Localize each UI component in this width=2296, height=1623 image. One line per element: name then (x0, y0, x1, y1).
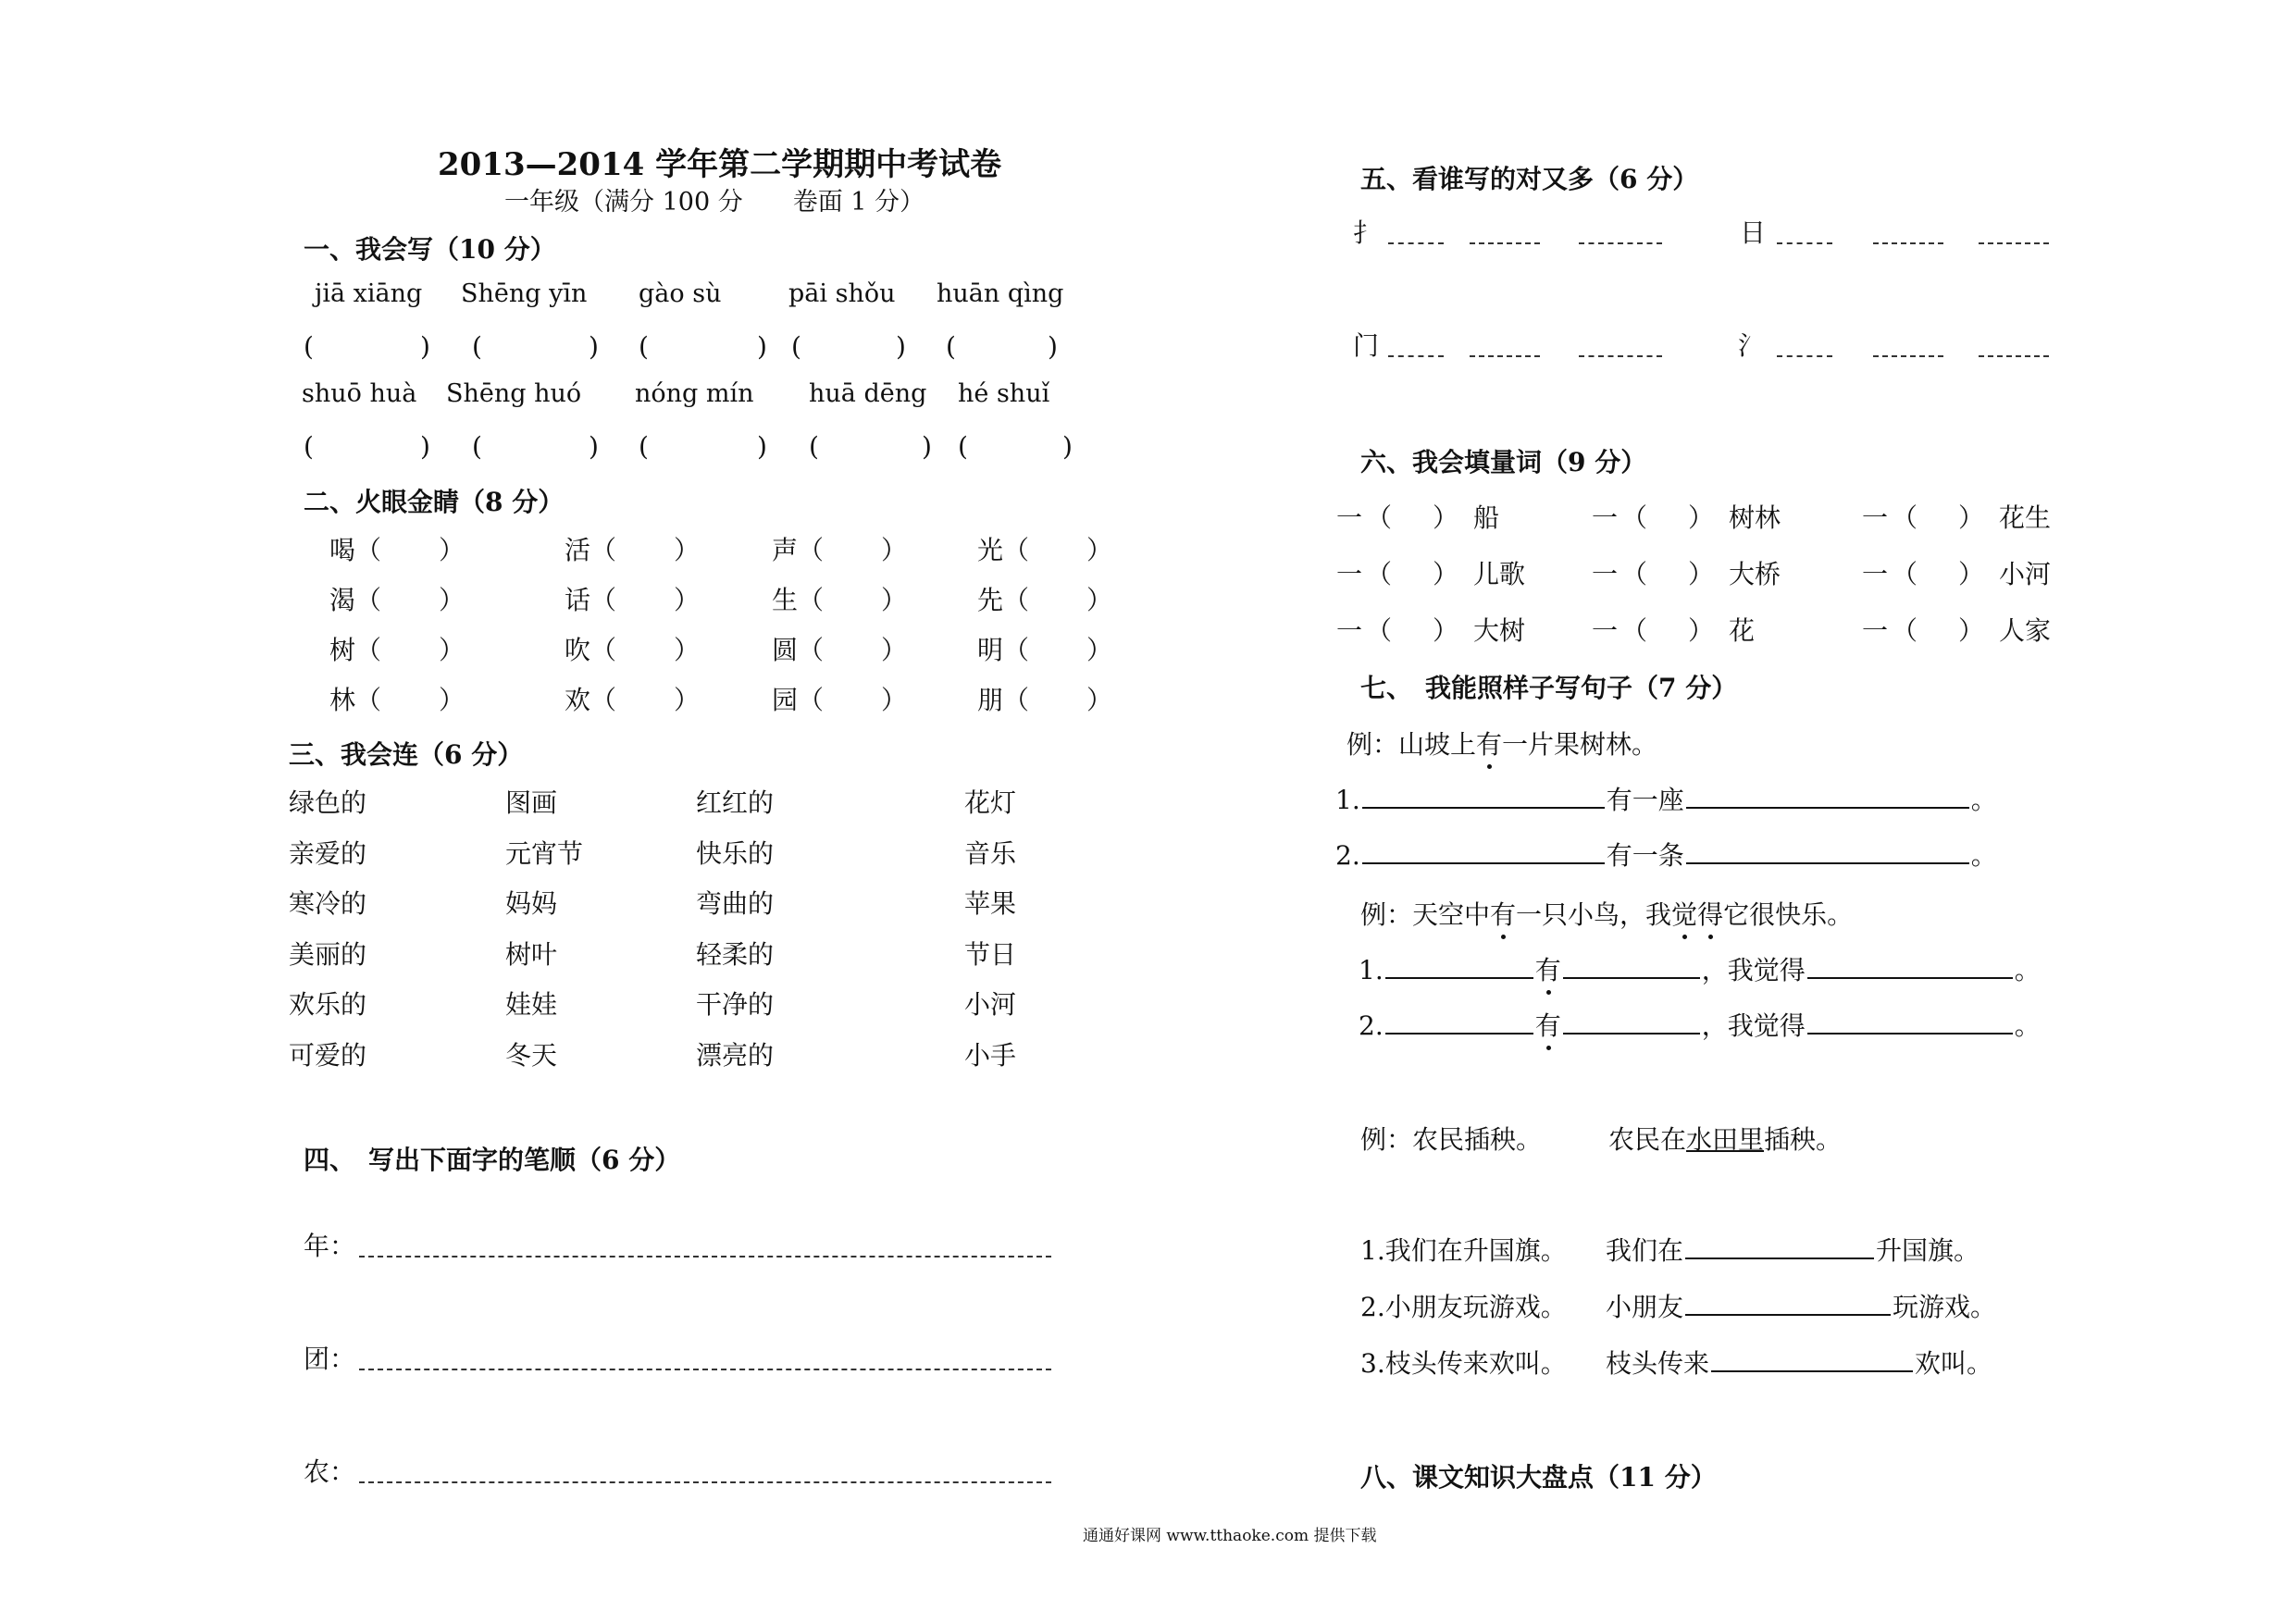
answer-blank (1711, 1346, 1913, 1372)
answer-line (1979, 331, 2049, 357)
radical-prompt: 日 (1740, 217, 1767, 248)
answer-paren-close: ) (1048, 331, 1058, 362)
sentence-middle: 有一座 (1606, 785, 1684, 815)
answer-blank (1563, 953, 1700, 979)
measure-prefix: 一 (1336, 615, 1363, 646)
char-prompt: 光 (977, 535, 1004, 565)
answer-paren-open: ( (304, 431, 314, 462)
answer-paren-close: ） (1688, 615, 1715, 646)
char-prompt: 声 (772, 535, 799, 565)
radical-prompt: 扌 (1353, 217, 1380, 248)
answer-paren-open: （ (1621, 502, 1648, 533)
pinyin-word: pāi shǒu (788, 279, 896, 308)
char-prompt: 生 (772, 585, 799, 615)
char-prompt: 话 (565, 585, 591, 615)
item-number: 1. (1359, 955, 1384, 985)
answer-paren-open: （ (798, 535, 825, 565)
page-subtitle: 一年级（满分 100 分 卷面 1 分） (504, 188, 925, 217)
char-prompt: 园 (772, 685, 799, 715)
answer-paren-close: ） (881, 585, 908, 615)
answer-paren-open: （ (1003, 685, 1030, 715)
answer-paren-close: ） (674, 685, 701, 715)
answer-paren-close: ） (674, 585, 701, 615)
answer-paren-open: ( (472, 331, 482, 362)
answer-paren-close: ） (881, 685, 908, 715)
stroke-order-line (359, 1457, 1051, 1483)
answer-paren-open: （ (1003, 635, 1030, 665)
sentence-middle-2: ，我觉得 (1701, 1010, 1806, 1041)
match-word: 苹果 (964, 888, 1017, 919)
answer-paren-close: ) (757, 331, 767, 362)
answer-paren-open: （ (355, 585, 382, 615)
item-number: 2. (1335, 840, 1360, 871)
section-6-heading: 六、我会填量词（9 分） (1360, 447, 1647, 477)
char-prompt: 先 (977, 585, 1004, 615)
sentence-end: 。 (1970, 785, 1997, 815)
answer-paren-open: （ (1621, 615, 1648, 646)
match-word: 花灯 (964, 787, 1017, 818)
section-5-heading: 五、看谁写的对又多（6 分） (1360, 164, 1699, 194)
sentence-question: 3.枝头传来欢叫。 (1360, 1348, 1567, 1379)
stroke-order-line (359, 1344, 1051, 1370)
answer-paren-close: ） (1086, 535, 1113, 565)
answer-line (1873, 331, 1943, 357)
section-8-heading: 八、课文知识大盘点（11 分） (1360, 1462, 1717, 1493)
sentence-rewrite (1606, 1231, 1980, 1268)
match-word: 亲爱的 (289, 837, 367, 869)
match-word: 轻柔的 (696, 938, 775, 970)
answer-line (1388, 331, 1444, 357)
answer-paren-close: ） (1433, 559, 1459, 589)
char-prompt: 吹 (565, 635, 591, 665)
char-prompt: 圆 (772, 635, 799, 665)
answer-paren-open: ( (809, 431, 819, 462)
match-word: 树叶 (505, 938, 558, 970)
example-2: 例：天空中有一只小鸟，我觉得它很快乐。 (1360, 899, 1854, 930)
stroke-order-char: 年： (304, 1231, 356, 1261)
sentence-middle-2: ，我觉得 (1701, 955, 1806, 985)
example-3 (1360, 1120, 1842, 1157)
match-word: 美丽的 (289, 938, 367, 970)
answer-paren-close: ） (1433, 615, 1459, 646)
answer-paren-close: ） (881, 635, 908, 665)
measure-noun: 人家 (1999, 615, 2052, 646)
pinyin-word: shuō huà (302, 379, 417, 408)
match-word: 快乐的 (696, 837, 775, 869)
answer-line (1470, 218, 1540, 244)
match-word: 可爱的 (289, 1039, 367, 1071)
sentence-middle: 有 (1534, 955, 1561, 985)
answer-paren-open: （ (590, 685, 617, 715)
answer-paren-close: ） (1688, 559, 1715, 589)
match-word: 寒冷的 (289, 888, 367, 919)
rewrite-post: 欢叫。 (1915, 1348, 1993, 1379)
measure-prefix: 一 (1336, 559, 1363, 589)
section-1-heading: 一、我会写（10 分） (304, 234, 556, 265)
measure-prefix: 一 (1862, 615, 1889, 646)
answer-blank (1685, 1290, 1891, 1316)
answer-paren-open: （ (798, 685, 825, 715)
measure-noun: 小河 (1999, 559, 2052, 589)
answer-blank (1362, 783, 1605, 809)
answer-paren-close: ) (420, 431, 430, 462)
answer-paren-open: ( (639, 331, 649, 362)
answer-paren-close: ） (1958, 502, 1985, 533)
sentence-question: 1.我们在升国旗。 (1360, 1235, 1567, 1266)
answer-paren-close: ） (439, 535, 465, 565)
rewrite-pre: 我们在 (1606, 1235, 1684, 1266)
answer-paren-close: ） (881, 535, 908, 565)
match-word: 欢乐的 (289, 989, 367, 1020)
pinyin-word: jiā xiāng (315, 279, 423, 308)
sentence-end: 。 (1970, 840, 1997, 871)
answer-line (1579, 218, 1662, 244)
measure-prefix: 一 (1592, 502, 1619, 533)
answer-line (1777, 331, 1832, 357)
answer-paren-close: ) (922, 431, 932, 462)
answer-paren-open: （ (590, 585, 617, 615)
answer-paren-close: ) (420, 331, 430, 362)
answer-blank (1807, 953, 2013, 979)
stroke-order-char: 农： (304, 1456, 356, 1487)
measure-noun: 大树 (1473, 615, 1526, 646)
pinyin-word: gào sù (639, 279, 722, 308)
char-prompt: 朋 (977, 685, 1004, 715)
pinyin-word: Shēng yīn (461, 279, 588, 308)
answer-paren-open: ( (791, 331, 801, 362)
pinyin-word: huā dēng (809, 379, 927, 408)
rewrite-post: 玩游戏。 (1893, 1292, 1997, 1322)
pinyin-word: huān qìng (937, 279, 1064, 308)
answer-paren-close: ） (674, 635, 701, 665)
sentence-rewrite (1606, 1287, 1996, 1324)
answer-paren-close: ） (439, 635, 465, 665)
answer-paren-open: （ (1003, 535, 1030, 565)
answer-line (1873, 218, 1943, 244)
answer-line (1979, 218, 2049, 244)
measure-noun: 大桥 (1729, 559, 1781, 589)
pinyin-word: Shēng huó (446, 379, 582, 408)
stroke-order-char: 团： (304, 1344, 356, 1374)
match-word: 图画 (505, 787, 558, 818)
answer-blank (1362, 838, 1605, 864)
item-number: 1. (1335, 785, 1360, 815)
match-word: 漂亮的 (696, 1039, 775, 1071)
answer-paren-open: （ (1892, 615, 1918, 646)
measure-noun: 儿歌 (1473, 559, 1526, 589)
section-4-heading: 四、 写出下面字的笔顺（6 分） (304, 1145, 681, 1175)
radical-prompt: 氵 (1738, 330, 1765, 361)
answer-paren-open: （ (590, 635, 617, 665)
rewrite-pre: 枝头传来 (1606, 1348, 1710, 1379)
char-prompt: 欢 (565, 685, 591, 715)
answer-paren-open: （ (1003, 585, 1030, 615)
match-word: 妈妈 (505, 888, 558, 919)
measure-prefix: 一 (1862, 559, 1889, 589)
answer-blank (1686, 783, 1969, 809)
answer-paren-open: （ (798, 585, 825, 615)
match-word: 红红的 (696, 787, 775, 818)
answer-paren-close: ) (1062, 431, 1073, 462)
measure-prefix: 一 (1592, 559, 1619, 589)
match-word: 音乐 (964, 837, 1017, 869)
measure-prefix: 一 (1336, 502, 1363, 533)
sentence-end: 。 (2014, 1010, 2041, 1041)
answer-paren-close: ） (1086, 685, 1113, 715)
answer-blank (1385, 1009, 1533, 1035)
page-title: 2013—2014 学年第二学期期中考试卷 (438, 146, 1002, 183)
item-number: 2. (1359, 1010, 1384, 1041)
match-word: 小手 (964, 1039, 1017, 1071)
answer-blank (1686, 838, 1969, 864)
stroke-order-line (359, 1232, 1051, 1258)
sentence-middle: 有一条 (1606, 840, 1684, 871)
match-word: 娃娃 (505, 989, 558, 1020)
sentence-question: 2.小朋友玩游戏。 (1360, 1292, 1567, 1322)
answer-paren-open: ( (304, 331, 314, 362)
section-7-heading: 七、 我能照样子写句子（7 分） (1360, 673, 1738, 703)
answer-paren-close: ) (589, 431, 599, 462)
answer-paren-open: ( (958, 431, 968, 462)
match-word: 干净的 (696, 989, 775, 1020)
sentence-exercise (1359, 950, 2041, 987)
answer-paren-open: （ (590, 535, 617, 565)
match-word: 元宵节 (505, 837, 584, 869)
char-prompt: 林 (329, 685, 356, 715)
example-3-prefix: 例：农民插秧。 (1360, 1124, 1543, 1155)
example-1: 例：山坡上有一片果树林。 (1347, 729, 1658, 760)
answer-paren-open: （ (355, 635, 382, 665)
answer-line (1388, 218, 1444, 244)
section-2-heading: 二、火眼金睛（8 分） (304, 487, 565, 517)
example-3-answer-pre: 农民在 (1608, 1124, 1687, 1155)
answer-paren-open: ( (472, 431, 482, 462)
footer-credit: 通通好课网 www.tthaoke.com 提供下载 (1083, 1527, 1377, 1545)
match-word: 小河 (964, 989, 1017, 1020)
pinyin-word: hé shuǐ (958, 379, 1050, 408)
answer-paren-open: （ (1892, 502, 1918, 533)
answer-paren-close: ） (674, 535, 701, 565)
char-prompt: 明 (977, 635, 1004, 665)
answer-paren-open: （ (1621, 559, 1648, 589)
answer-paren-open: ( (639, 431, 649, 462)
measure-prefix: 一 (1592, 615, 1619, 646)
radical-prompt: 门 (1353, 330, 1380, 361)
measure-prefix: 一 (1862, 502, 1889, 533)
answer-paren-close: ） (439, 585, 465, 615)
match-word: 弯曲的 (696, 888, 775, 919)
answer-paren-open: ( (946, 331, 956, 362)
answer-blank (1563, 1009, 1700, 1035)
rewrite-pre: 小朋友 (1606, 1292, 1684, 1322)
char-prompt: 活 (565, 535, 591, 565)
answer-paren-open: （ (1366, 615, 1393, 646)
answer-paren-close: ） (1958, 615, 1985, 646)
answer-paren-close: ） (1958, 559, 1985, 589)
sentence-exercise (1335, 780, 1997, 817)
match-word: 节日 (964, 938, 1017, 970)
answer-blank (1807, 1009, 2013, 1035)
match-word: 绿色的 (289, 787, 367, 818)
answer-line (1579, 331, 1662, 357)
pinyin-word: nóng mín (635, 379, 754, 408)
match-word: 冬天 (505, 1039, 558, 1071)
rewrite-post: 升国旗。 (1876, 1235, 1980, 1266)
answer-paren-close: ） (439, 685, 465, 715)
answer-paren-open: （ (798, 635, 825, 665)
measure-noun: 花 (1729, 615, 1756, 646)
answer-paren-open: （ (1366, 559, 1393, 589)
answer-line (1777, 218, 1832, 244)
answer-paren-close: ） (1688, 502, 1715, 533)
measure-noun: 树林 (1729, 502, 1781, 533)
section-3-heading: 三、我会连（6 分） (289, 739, 524, 770)
measure-noun: 船 (1473, 502, 1500, 533)
sentence-end: 。 (2014, 955, 2041, 985)
answer-paren-close: ） (1086, 585, 1113, 615)
example-3-answer-underline: 水田里 (1686, 1124, 1765, 1155)
answer-blank (1685, 1233, 1874, 1259)
char-prompt: 树 (329, 635, 356, 665)
answer-paren-close: ） (1086, 635, 1113, 665)
sentence-exercise (1359, 1006, 2041, 1043)
answer-paren-open: （ (1366, 502, 1393, 533)
answer-paren-open: （ (355, 535, 382, 565)
char-prompt: 喝 (329, 535, 356, 565)
answer-paren-close: ) (589, 331, 599, 362)
sentence-exercise (1335, 836, 1997, 873)
sentence-middle: 有 (1534, 1010, 1561, 1041)
example-3-answer-post: 插秧。 (1764, 1124, 1843, 1155)
answer-paren-open: （ (355, 685, 382, 715)
answer-blank (1385, 953, 1533, 979)
sentence-rewrite (1606, 1344, 1992, 1381)
answer-paren-open: （ (1892, 559, 1918, 589)
answer-paren-close: ) (896, 331, 906, 362)
answer-line (1470, 331, 1540, 357)
answer-paren-close: ） (1433, 502, 1459, 533)
answer-paren-close: ) (757, 431, 767, 462)
char-prompt: 渴 (329, 585, 356, 615)
measure-noun: 花生 (1999, 502, 2052, 533)
